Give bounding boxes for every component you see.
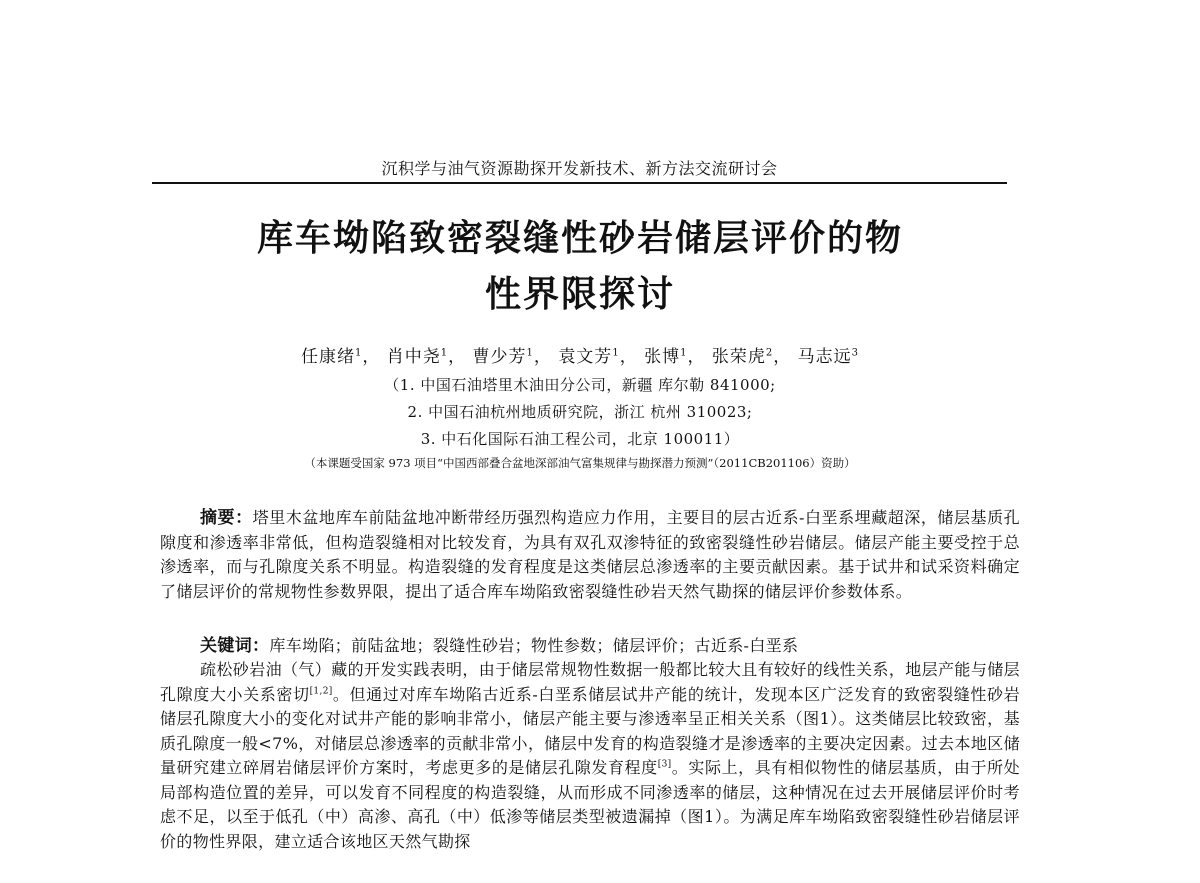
intro-text-part-1: 疏松砂岩油（气）藏的开发实践表明，由于储层常规物性数据一般都比较大且有较好的线性关系，地层产能与储层孔隙度大小关系密切 xyxy=(160,660,1020,704)
author-separator: ， xyxy=(362,347,381,367)
keywords xyxy=(160,634,1020,659)
author-affiliation-mark: 3 xyxy=(851,347,860,359)
author-separator: ， xyxy=(687,347,706,367)
paper-title-line-2: 性界限探讨 xyxy=(484,274,675,315)
author-affiliation-mark: 1 xyxy=(440,347,449,359)
citation-ref: [3] xyxy=(657,759,672,770)
author-affiliation-mark: 1 xyxy=(526,347,534,359)
keywords-text: 库车坳陷；前陆盆地；裂缝性砂岩；物性参数；储层评价；古近系-白垩系 xyxy=(269,636,799,655)
author-affiliation-mark: 1 xyxy=(354,347,363,359)
intro-text-part-2: 。但通过对库车坳陷古近系-白垩系储层试井产能的统计，发现本区广泛发育的致密裂缝性砂岩储层孔隙度大小的变化对试井产能的影响非常小，储层产能主要与渗透率呈正相关关系（图1）。这类储层比较致密，基质孔隙度一般<7%，对储层总渗透率的贡献非常小，储层中发育的构造裂缝才是渗透率的主要决定因素。过去本地区储量研究建立碎屑岩储层评价方案时，考虑更多的是储层孔隙发育程度 xyxy=(160,684,1020,777)
citation-ref: [1,2] xyxy=(309,686,333,697)
keywords-label: 关键词： xyxy=(200,636,270,656)
author: 肖中尧 xyxy=(386,347,441,367)
author: 张博 xyxy=(644,347,681,367)
author-affiliation-mark: 1 xyxy=(612,347,620,359)
author: 马志远 xyxy=(797,347,852,367)
author-affiliation-mark: 1 xyxy=(680,347,688,359)
author-separator: ， xyxy=(448,347,467,367)
affiliation-1: （1. 中国石油塔里木油田分公司，新疆 库尔勒 841000; xyxy=(384,376,776,394)
affiliation-2: 2. 中国石油杭州地质研究院，浙江 杭州 310023; xyxy=(407,403,753,421)
author: 袁文芳 xyxy=(558,347,613,367)
abstract-text: 塔里木盆地库车前陆盆地冲断带经历强烈构造应力作用，主要目的层古近系-白垩系埋藏超深，储层基质孔隙度和渗透率非常低，但构造裂缝相对比较发育，为具有双孔双渗特征的致密裂缝性砂岩储层。储层产能主要受控于总渗透率，而与孔隙度关系不明显。构造裂缝的发育程度是这类储层总渗透率的主要贡献因素。基于试井和试采资料确定了储层评价的常规物性参数界限，提出了适合库车坳陷致密裂缝性砂岩天然气勘探的储层评价参数体系。 xyxy=(160,508,1020,601)
paper-title-line-1: 库车坳陷致密裂缝性砂岩储层评价的物 xyxy=(256,218,903,259)
author-separator: ， xyxy=(533,347,552,367)
affiliation-3: 3. 中石化国际石油工程公司，北京 100011） xyxy=(420,430,740,448)
author: 张荣虎 xyxy=(711,347,766,367)
funding-note: （本课题受国家 973 项目“中国西部叠合盆地深部油气富集规律与勘探潜力预测”（2011CB201106）资助） xyxy=(304,456,856,470)
abstract-label: 摘要： xyxy=(200,508,253,528)
abstract xyxy=(160,506,1020,604)
author-separator: ， xyxy=(619,347,638,367)
intro-paragraph xyxy=(160,658,1020,854)
running-header: 沉积学与油气资源勘探开发新技术、新方法交流研讨会 xyxy=(152,159,1007,184)
author-list xyxy=(150,346,1010,368)
author-affiliation-mark: 2 xyxy=(765,347,774,359)
author: 曹少芳 xyxy=(472,347,527,367)
author: 任康绪 xyxy=(300,347,355,367)
author-separator: ， xyxy=(773,347,792,367)
intro-text-part-3: 。实际上，具有相似物性的储层基质，由于所处局部构造位置的差异，可以发育不同程度的构造裂缝，从而形成不同渗透率的储层，这种情况在过去开展储层评价时考虑不足，以至于低孔（中）高渗、高孔（中）低渗等储层类型被遗漏掉（图1）。为满足库车坳陷致密裂缝性砂岩储层评价的物性界限，建立适合该地区天然气勘探 xyxy=(160,758,1020,851)
